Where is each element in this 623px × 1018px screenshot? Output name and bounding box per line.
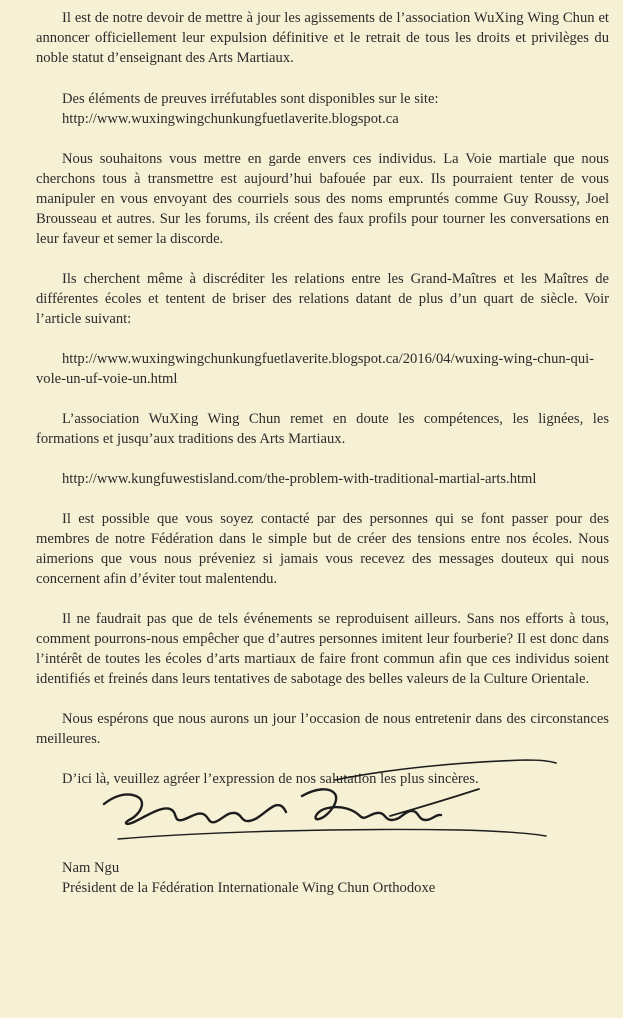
article-url: http://www.wuxingwingchunkungfuetlaverite.blogspot.ca/2016/04/wuxing-wing-chun-qui-vole-un-uf-voie-un.html (36, 351, 595, 387)
evidence-url: http://www.wuxingwingchunkungfuetlaverite.blogspot.ca (62, 111, 399, 127)
letter-paragraph-9: D’ici là, veuillez agréer l’expression de nos salutation les plus sincères. (62, 771, 479, 787)
signature-main-stroke (104, 794, 286, 823)
letter-paragraph-8: Nous espérons que nous aurons un jour l’occasion de nous entretenir dans des circonstances meilleures. (36, 711, 609, 747)
letter-paragraph-4: Ils cherchent même à discréditer les relations entre les Grand-Maîtres et les Maîtres de différentes écoles et tentent de briser des relations datant de plus d’un quart de siècle. Voir l’article suivant: (36, 271, 609, 327)
signature-second-word-stroke (302, 789, 441, 820)
signature-drawing (88, 752, 558, 852)
handwritten-signature (88, 752, 558, 852)
letter-paragraph-2: Des éléments de preuves irréfutables sont disponibles sur le site: http://www.wuxingwingchunkungfuetlaverite.blogspot.ca (36, 89, 609, 129)
letter-paragraph-1: Il est de notre devoir de mettre à jour les agissements de l’association WuXing Wing Chun et annoncer officiellement leur expulsion définitive et le retrait de tous les droits et privilèges du noble statut d’enseignant des Arts Martiaux. (36, 10, 609, 66)
signatory-name: Nam Ngu (62, 860, 120, 876)
kungfu-westisland-url: http://www.kungfuwestisland.com/the-problem-with-traditional-martial-arts.html (62, 471, 537, 487)
signature-long-flourish (335, 760, 556, 780)
letter-paragraph-5: L’association WuXing Wing Chun remet en doute les compétences, les lignées, les formations et jusqu’aux traditions des Arts Martiaux. (36, 411, 609, 447)
letter-paragraph-4-url (36, 349, 609, 389)
signature-underline-flourish (118, 829, 546, 839)
letter-paragraph-6: Il est possible que vous soyez contacté par des personnes qui se font passer pour des membres de notre Fédération dans le simple but de créer des tensions entre nos écoles. Nous aimerions que vous nous préveniez si jamais vous recevez des messages douteux qui nous concernent afin d’éviter tout malentendu. (36, 511, 609, 587)
signatory-title: Président de la Fédération Internationale Wing Chun Orthodoxe (62, 880, 436, 896)
letter-paragraph-5-url (36, 469, 609, 489)
letter-paragraph-3: Nous souhaitons vous mettre en garde envers ces individus. La Voie martiale que nous cherchons tous à transmettre est aujourd’hui bafouée par eux. Ils pourraient tenter de vous manipuler en vous envoyant des courriels sous des noms empruntés comme Guy Roussy, Joel Brousseau et autres. Sur les forums, ils créent des faux profils pour tourner les conversations en leur faveur et semer la discorde. (36, 151, 609, 247)
signatory-block (62, 858, 435, 898)
letter-paragraph-7: Il ne faudrait pas que de tels événements se reproduisent ailleurs. Sans nos efforts à tous, comment pourrons-nous empêcher que d’autres personnes imitent leur fourberie? Il est donc dans l’intérêt de toutes les écoles d’arts martiaux de faire front commun afin que ces individus soient identifiés et freinés dans leurs tentatives de sabotage des belles valeurs de la Culture Orientale. (36, 611, 609, 687)
signature-tail-flourish (390, 789, 479, 816)
